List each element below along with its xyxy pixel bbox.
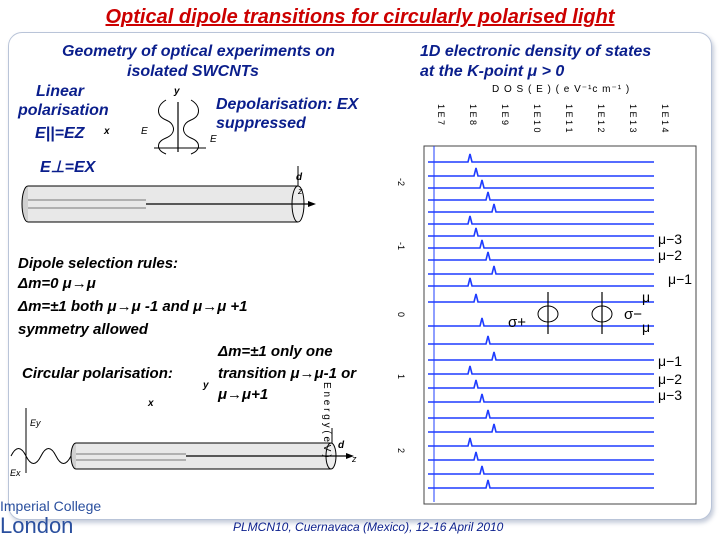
axis-x-label: x	[148, 398, 154, 409]
energy-tick-label: -1	[396, 242, 406, 251]
axis-y-label: y	[174, 86, 180, 97]
axis-z-label: z	[352, 454, 357, 464]
top-tick-label: 1 E 1 2	[596, 104, 606, 133]
ey-label: Ey	[30, 418, 41, 428]
sigma-minus-label: σ−	[624, 306, 643, 323]
dos-axis-label: D O S ( E ) ( e V⁻¹c m⁻¹ )	[492, 84, 631, 95]
logo-line2: London	[0, 513, 74, 538]
top-tick-label: 1 E 9	[500, 104, 510, 126]
dos-plot	[321, 82, 708, 512]
logo-line1: Imperial College	[0, 498, 102, 514]
circular-line1: Δm=±1 only one	[218, 343, 333, 360]
e-perp-label: E⊥=EX	[40, 159, 96, 176]
depolarisation-line1: Depolarisation: EX	[216, 96, 359, 113]
energy-tick-label: 2	[396, 448, 406, 454]
axis-y-label: y	[203, 380, 209, 391]
top-tick-labels	[436, 104, 670, 133]
geometry-heading-line2: isolated SWCNTs	[127, 63, 259, 80]
sigma-plus-label: σ+	[508, 314, 527, 331]
top-tick-label: 1 E 8	[468, 104, 478, 126]
linear-label-line1: Linear	[36, 83, 85, 100]
dos-heading-line1: 1D electronic density of states	[420, 43, 652, 60]
slide-title: Optical dipole transitions for circularly polarised light	[105, 6, 615, 28]
rules-line3: Δm=±1 both μ→μ -1 and μ→μ +1	[18, 298, 248, 315]
axis-x-label: x	[104, 126, 110, 137]
rules-line4: symmetry allowed	[18, 321, 149, 338]
top-tick-label: 1 E 1 4	[660, 104, 670, 133]
sublevel-label: μ	[642, 289, 651, 305]
top-tick-label: 1 E 1 0	[532, 104, 542, 133]
d-label: d	[296, 172, 303, 183]
dos-heading-line2: at the K-point μ > 0	[420, 63, 565, 80]
e-label-2: E	[210, 134, 217, 145]
top-tick-label: 1 E 1 3	[628, 104, 638, 133]
sublevel-label: μ−1	[668, 271, 693, 287]
energy-tick-label: 1	[396, 374, 406, 380]
energy-tick-label: -2	[396, 178, 406, 187]
d-label: d	[338, 440, 345, 451]
energy-tick-labels	[396, 178, 406, 453]
linear-geometry-diagram	[16, 82, 346, 242]
sublevel-label: μ	[642, 319, 651, 335]
linear-label-line2: polarisation	[18, 102, 109, 119]
wave-trace-2	[184, 100, 199, 154]
sublevel-label: μ−2	[658, 371, 683, 387]
sublevel-label: μ−3	[658, 387, 683, 403]
top-tick-label: 1 E 7	[436, 104, 446, 126]
top-tick-label: 1 E 1 1	[564, 104, 574, 133]
circular-label: Circular polarisation:	[22, 365, 173, 382]
geometry-heading-line1: Geometry of optical experiments on	[62, 43, 335, 60]
sublevel-label: μ−3	[658, 231, 683, 247]
circular-wave	[11, 449, 71, 464]
linear-label-line3: E||=EZ	[35, 125, 85, 142]
ex-label: Ex	[10, 468, 21, 478]
footer-text: PLMCN10, Cuernavaca (Mexico), 12-16 April 2010	[233, 520, 504, 534]
circular-line3: μ→μ+1	[218, 386, 269, 403]
rules-line2: Δm=0 μ→μ	[18, 275, 96, 292]
college-logo	[0, 496, 101, 536]
wave-trace	[159, 100, 174, 154]
sublevel-label: μ−2	[658, 247, 683, 263]
axis-z-label: z	[298, 186, 303, 196]
energy-tick-label: 0	[396, 312, 406, 318]
rules-line1: Dipole selection rules:	[18, 255, 179, 272]
e-label-1: E	[141, 126, 148, 137]
depolarisation-line2: suppressed	[216, 115, 306, 132]
circular-line2: transition μ→μ-1 or	[218, 365, 357, 382]
circular-geometry-diagram	[6, 378, 366, 508]
energy-axis-label: E n e r g y ( e V )	[321, 382, 332, 458]
sublevel-label: μ−1	[658, 353, 683, 369]
